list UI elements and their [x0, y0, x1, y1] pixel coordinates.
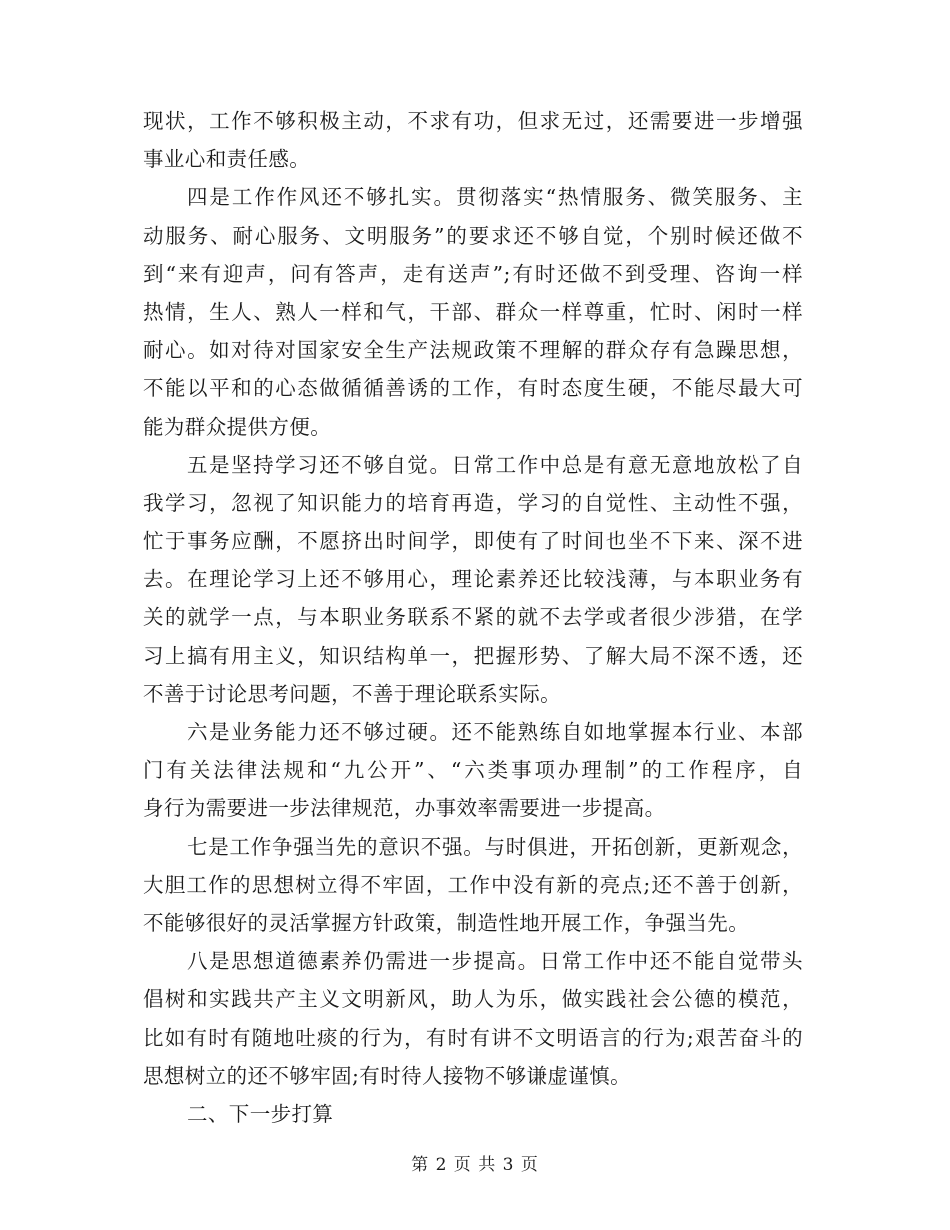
- paragraph-first-line: 六是业务能力还不够过硬。还不能熟练自如地掌握本行业、本部: [187, 720, 803, 744]
- section-heading: 二、下一步打算: [187, 1101, 334, 1126]
- text-line: 动服务、耐心服务、文明服务”的要求还不够自觉，个别时候还做不: [143, 223, 803, 248]
- text-line: 身行为需要进一步法律规范，办事效率需要进一步提高。: [143, 796, 666, 821]
- text-line: 门有关法律法规和“九公开”、“六类事项办理制”的工作程序，自: [143, 758, 803, 783]
- text-line: 比如有时有随地吐痰的行为，有时有讲不文明语言的行为;艰苦奋斗的: [143, 1025, 803, 1050]
- text-line: 现状，工作不够积极主动，不求有功，但求无过，还需要进一步增强: [143, 109, 803, 133]
- text-line: 到“来有迎声，问有答声，走有送声”;有时还做不到受理、咨询一样: [143, 261, 803, 286]
- paragraph-first-line: 四是工作作风还不够扎实。贯彻落实“热情服务、微笑服务、主: [187, 185, 803, 210]
- text-line: 倡树和实践共产主义文明新风，助人为乐，做实践社会公德的模范，: [143, 987, 803, 1012]
- document-body: [143, 102, 803, 1133]
- text-line: 事业心和责任感。: [143, 147, 311, 172]
- text-line: 思想树立的还不够牢固;有时待人接物不够谦虚谨慎。: [143, 1063, 632, 1088]
- text-line: 去。在理论学习上还不够用心，理论素养还比较浅薄，与本职业务有: [143, 567, 803, 592]
- text-line: 我学习，忽视了知识能力的培育再造，学习的自觉性、主动性不强，: [143, 490, 803, 515]
- paragraph-first-line: 七是工作争强当先的意识不强。与时俱进，开拓创新，更新观念，: [187, 834, 803, 859]
- text-line: 忙于事务应酬，不愿挤出时间学，即使有了时间也坐不下来、深不进: [143, 529, 803, 554]
- paragraph-first-line: 八是思想道德素养仍需进一步提高。日常工作中还不能自觉带头: [187, 949, 803, 974]
- text-line: 不能以平和的心态做循循善诱的工作，有时态度生硬，不能尽最大可: [143, 376, 803, 401]
- text-line: 不能够很好的灵活掌握方针政策，制造性地开展工作，争强当先。: [143, 910, 750, 935]
- text-line: 习上搞有用主义，知识结构单一，把握形势、了解大局不深不透，还: [143, 643, 803, 668]
- text-line: 不善于讨论思考问题，不善于理论联系实际。: [143, 681, 561, 706]
- text-line: 热情，生人、熟人一样和气，干部、群众一样尊重，忙时、闲时一样: [143, 299, 803, 324]
- text-line: 关的就学一点，与本职业务联系不紧的就不去学或者很少涉猎，在学: [143, 605, 803, 630]
- text-line: 耐心。如对待对国家安全生产法规政策不理解的群众存有急躁思想，: [143, 338, 803, 363]
- text-line: 能为群众提供方便。: [143, 414, 332, 439]
- paragraph-first-line: 五是坚持学习还不够自觉。日常工作中总是有意无意地放松了自: [187, 452, 803, 477]
- text-line: 大胆工作的思想树立得不牢固，工作中没有新的亮点;还不善于创新，: [143, 872, 803, 897]
- page-number-footer: 第 2 页 共 3 页: [411, 1155, 539, 1175]
